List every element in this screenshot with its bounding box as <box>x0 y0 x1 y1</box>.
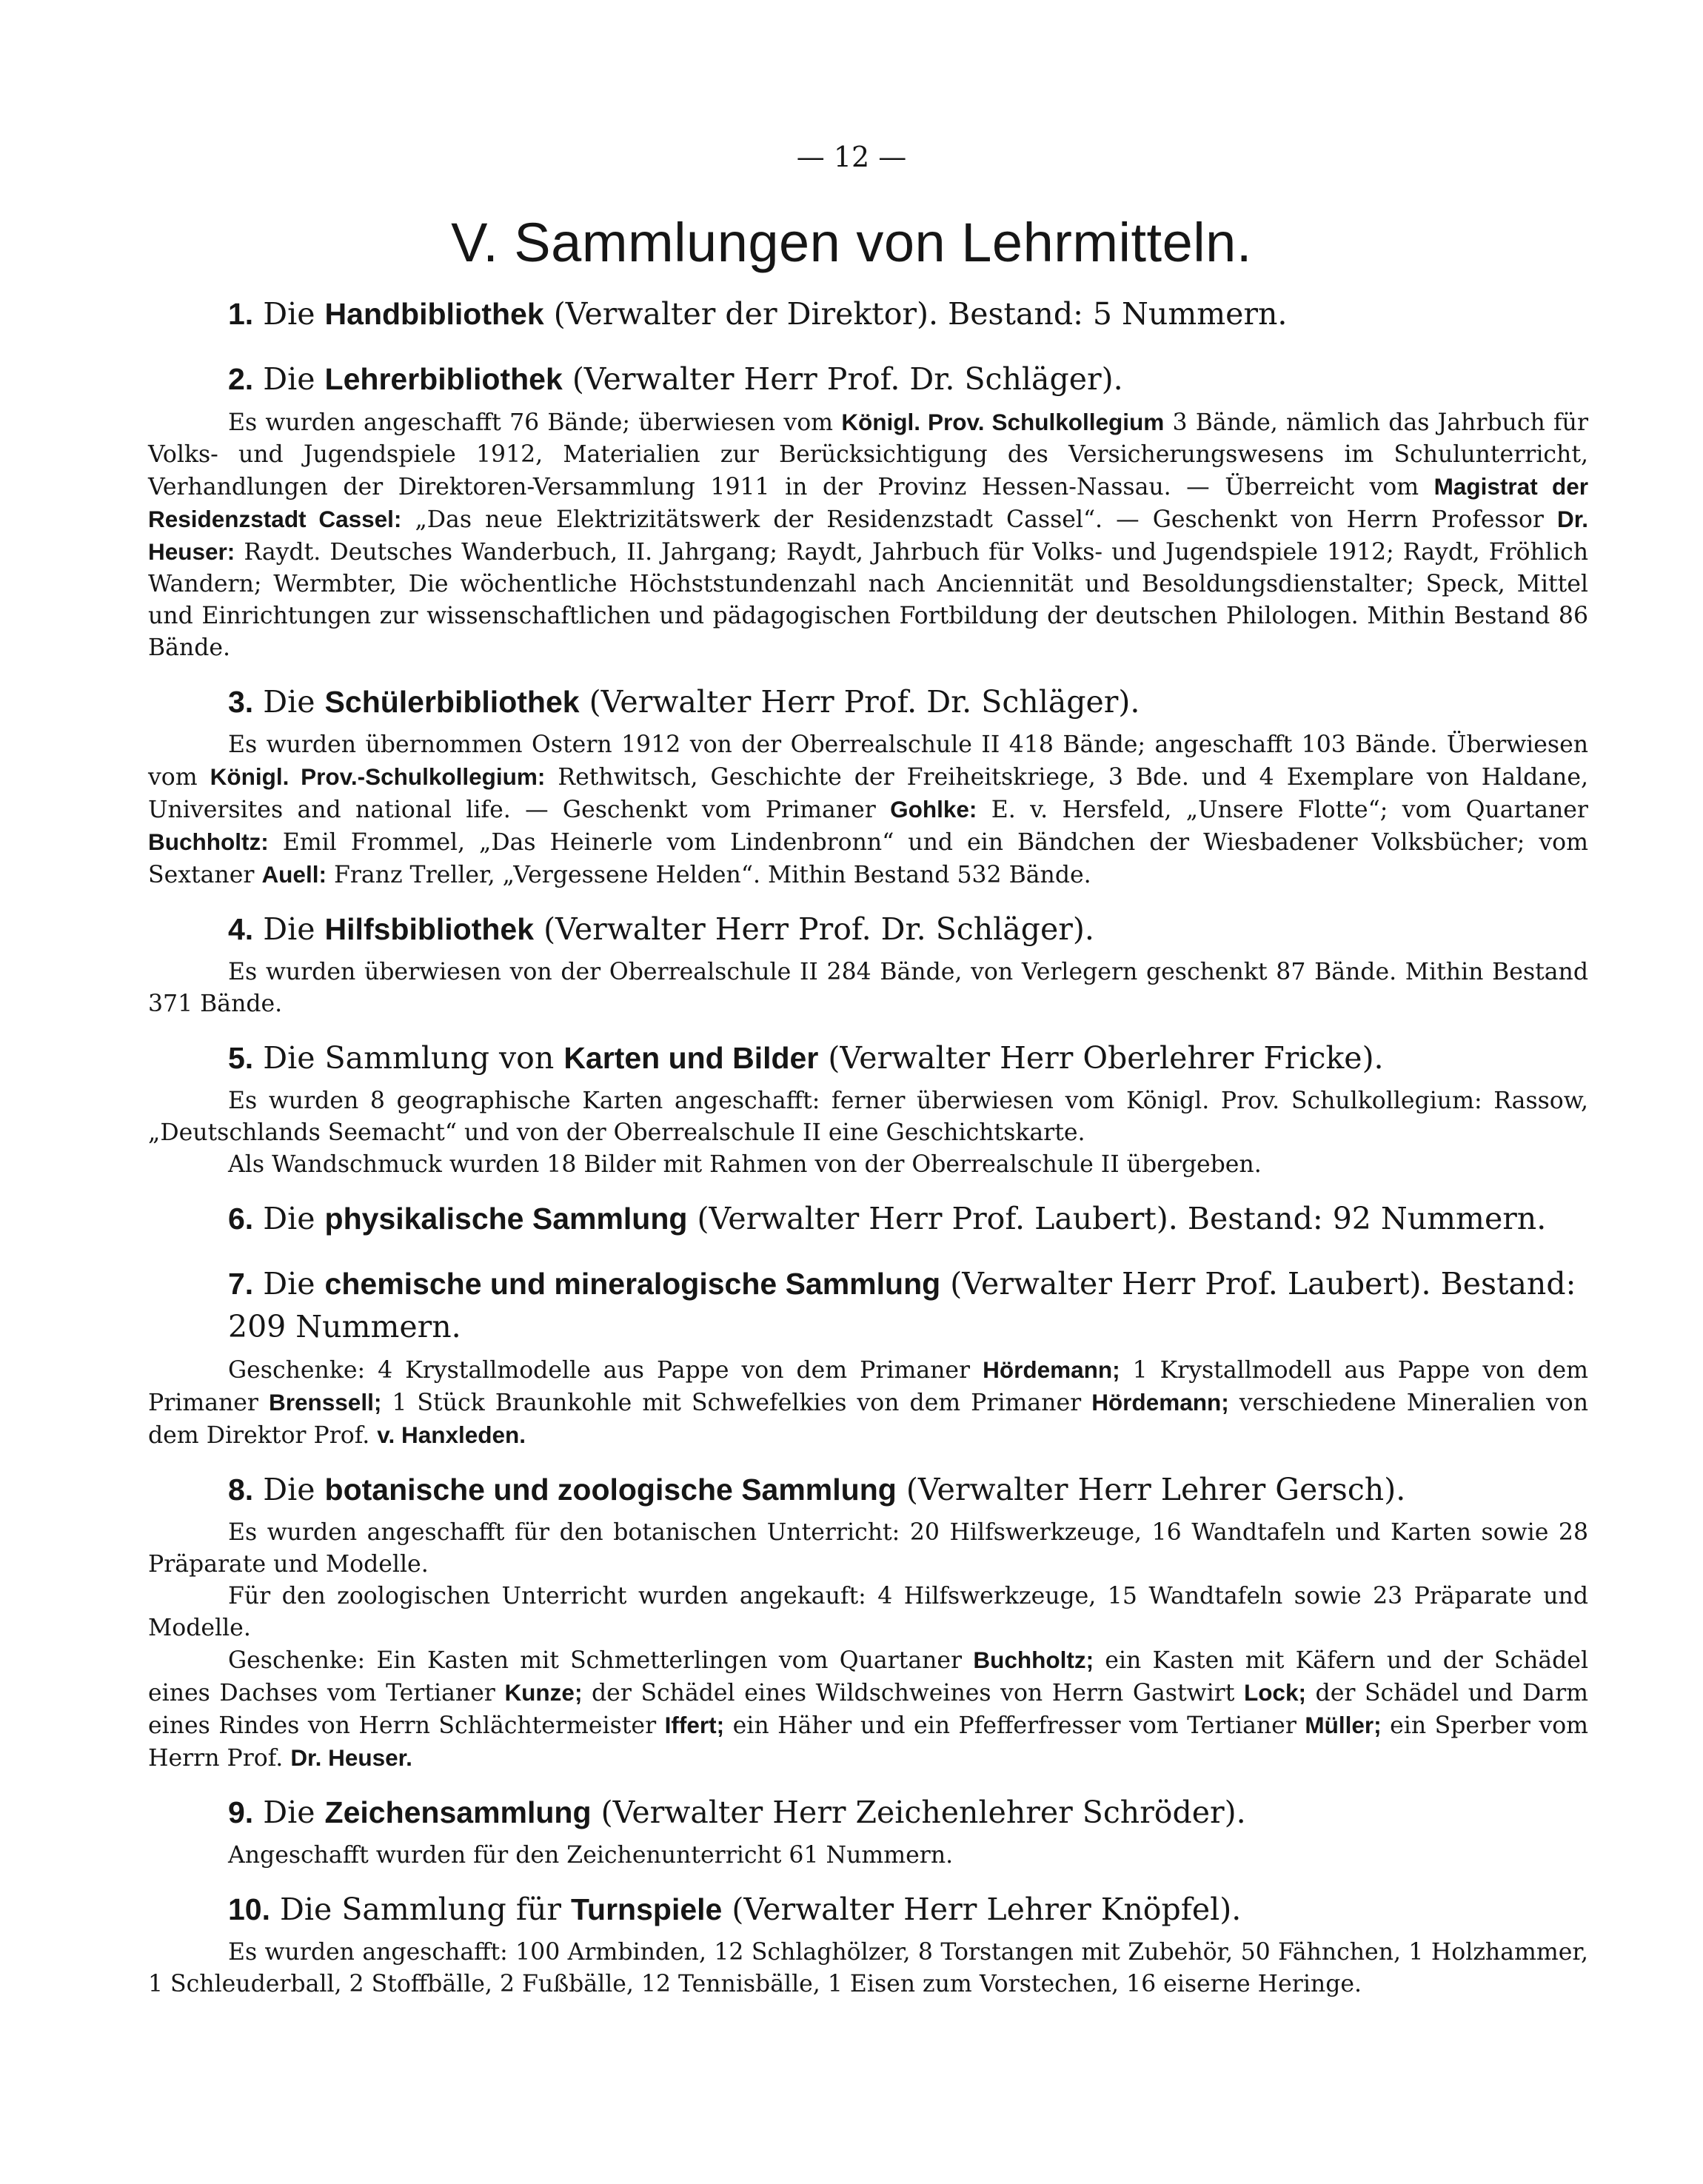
section-number: 2. <box>228 362 254 396</box>
section-heading-pre: Die <box>263 1266 315 1302</box>
paragraph-text: Geschenke: 4 Krystallmodelle aus Pappe von dem Primaner <box>228 1357 971 1384</box>
emphasized-name: Auell: <box>261 861 327 888</box>
section-heading <box>228 1791 1588 1834</box>
emphasized-name: Buchholtz: <box>148 828 269 855</box>
section-heading-pre: Die <box>263 684 315 720</box>
emphasized-name: Lock; <box>1243 1679 1306 1706</box>
section-key-term: Karten und Bilder <box>563 1041 819 1075</box>
section-heading-pre: Die <box>263 361 315 397</box>
emphasized-name: Königl. Prov. Schulkollegium <box>841 409 1165 435</box>
section-key-term: Turnspiele <box>571 1892 723 1926</box>
paragraph-text: 1 Krystallmodell aus Pappe von dem Primaner <box>148 1357 1588 1416</box>
emphasized-name: Brenssell; <box>269 1389 382 1416</box>
section-paragraph <box>148 1644 1588 1775</box>
paragraph-text: Es wurden angeschafft: 100 Armbinden, 12 Schlaghölzer, 8 Torstangen mit Zubehör, 50 Fähnchen, 1 Holzhammer, 1 Schleuderball, 2 Stoffbälle, 2 Fußbälle, 12 Tennisbälle, 1 Eisen zum Vorstechen, 16 eiserne Heringe. <box>148 1939 1588 1997</box>
section-number: 3. <box>228 685 254 719</box>
section-heading-post: (Verwalter Herr Oberlehrer Fricke). <box>828 1040 1384 1076</box>
paragraph-text: 3 Bände, nämlich das Jahrbuch für Volks- und Jugendspiele 1912, Materialien zur Berücksichtigung des Versicherungswesens im Schulunterricht, Verhandlungen der Direktoren-Versammlung 1911 in der Provinz Hessen-Nassau. — Überreicht vom <box>148 409 1589 500</box>
section-number: 4. <box>228 912 254 946</box>
section-heading <box>228 358 1588 401</box>
section-number: 6. <box>228 1202 254 1236</box>
paragraph-text: ein Häher und ein Pfefferfresser vom Tertianer <box>732 1712 1297 1739</box>
section-heading-post: (Verwalter Herr Prof. Dr. Schläger). <box>543 911 1094 947</box>
section-heading <box>228 1888 1588 1931</box>
paragraph-text: Als Wandschmuck wurden 18 Bilder mit Rahmen von der Oberrealschule II übergeben. <box>228 1151 1262 1178</box>
section-number: 8. <box>228 1473 254 1507</box>
emphasized-name: Iffert; <box>664 1712 725 1738</box>
section-number: 10. <box>228 1892 270 1926</box>
section-9 <box>148 1791 1588 1872</box>
emphasized-name: Gohlke: <box>890 796 977 823</box>
paragraph-text: Es wurden angeschafft 76 Bände; überwiesen vom <box>228 409 834 436</box>
paragraph-text: Es wurden übernommen Ostern 1912 von der Oberrealschule II 418 Bände; angeschafft 103 Bände. Überwiesen vom <box>148 731 1588 791</box>
section-heading <box>228 680 1588 723</box>
emphasized-name: Dr. Heuser: <box>148 506 1588 565</box>
section-heading <box>228 1468 1588 1511</box>
section-heading <box>228 1262 1588 1348</box>
paragraph-text: E. v. Hersfeld, „Unsere Flotte“; vom Quartaner <box>991 797 1588 823</box>
section-paragraph <box>148 1840 1588 1872</box>
paragraph-text: Es wurden überwiesen von der Oberrealschule II 284 Bände, von Verlegern geschenkt 87 Bände. Mithin Bestand 371 Bände. <box>148 959 1588 1017</box>
section-heading-post: (Verwalter Herr Prof. Dr. Schläger). <box>572 361 1123 397</box>
section-heading-pre: Die <box>263 1472 315 1507</box>
page-title: V. Sammlungen von Lehrmitteln. <box>451 212 1252 273</box>
paragraph-text: Rethwitsch, Geschichte der Freiheitskriege, 3 Bde. und 4 Exemplare von Haldane, Universites and national life. — Geschenkt vom Primaner <box>148 764 1588 823</box>
section-paragraph <box>148 1149 1588 1181</box>
section-heading-pre: Die <box>263 911 315 947</box>
section-key-term: physikalische Sammlung <box>324 1202 688 1236</box>
section-heading-pre: Die Sammlung von <box>263 1040 555 1076</box>
section-6 <box>148 1197 1588 1240</box>
emphasized-name: Buchholtz; <box>973 1647 1094 1673</box>
section-heading <box>228 1036 1588 1079</box>
emphasized-name: Königl. Prov.-Schulkollegium: <box>210 763 546 790</box>
section-heading <box>228 292 1588 335</box>
section-2 <box>148 358 1588 664</box>
section-heading-post: (Verwalter Herr Lehrer Gersch). <box>906 1472 1406 1507</box>
paragraph-text: Angeschafft wurden für den Zeichenunterricht 61 Nummern. <box>228 1842 954 1869</box>
section-10 <box>148 1888 1588 2000</box>
paragraph-text: Franz Treller, „Vergessene Helden“. Mithin Bestand 532 Bände. <box>333 862 1091 888</box>
emphasized-name: Müller; <box>1305 1712 1382 1738</box>
page-number: — 12 — <box>796 141 907 173</box>
section-paragraph <box>148 729 1588 891</box>
section-key-term: Handbibliothek <box>324 297 544 331</box>
emphasized-name: v. Hanxleden. <box>377 1421 526 1448</box>
section-paragraph <box>148 1581 1588 1644</box>
paragraph-text: 1 Stück Braunkohle mit Schwefelkies von dem Primaner <box>392 1390 1082 1416</box>
section-number: 5. <box>228 1041 254 1075</box>
section-heading-pre: Die <box>263 1201 315 1236</box>
paragraph-text: der Schädel und Darm eines Rindes von Herrn Schlächtermeister <box>148 1680 1588 1739</box>
section-8 <box>148 1468 1588 1775</box>
paragraph-text: Emil Frommel, „Das Heinerle vom Lindenbronn“ und ein Bändchen der Wiesbadener Volksbücher; vom Sextaner <box>148 829 1588 888</box>
section-paragraph <box>148 1085 1588 1149</box>
section-number: 9. <box>228 1795 254 1829</box>
section-heading <box>228 908 1588 951</box>
paragraph-text: der Schädel eines Wildschweines von Herrn Gastwirt <box>592 1680 1235 1706</box>
section-key-term: Hilfsbibliothek <box>324 912 535 946</box>
paragraph-text: verschiedene Mineralien von dem Direktor Prof. <box>148 1390 1589 1449</box>
section-4 <box>148 908 1588 1020</box>
paragraph-text: Raydt. Deutsches Wanderbuch, II. Jahrgang; Raydt, Jahrbuch für Volks- und Jugendspiele 1912; Raydt, Fröhlich Wandern; Wermbter, Die wöchentliche Höchststundenzahl nach Anciennität und Besoldungsdienstalter; Speck, Mittel und Einrichtungen zur wissenschaftlichen und pädagogischen Fortbildung der deutschen Philologen. Mithin Bestand 86 Bände. <box>148 539 1589 661</box>
section-heading-post: (Verwalter der Direktor). Bestand: 5 Nummern. <box>553 296 1288 332</box>
paragraph-text: Für den zoologischen Unterricht wurden angekauft: 4 Hilfswerkzeuge, 15 Wandtafeln sowie 23 Präparate und Modelle. <box>148 1583 1588 1641</box>
emphasized-name: Hördemann; <box>983 1356 1120 1383</box>
emphasized-name: Kunze; <box>504 1679 583 1706</box>
section-heading-pre: Die Sammlung für <box>280 1892 561 1927</box>
paragraph-text: ein Kasten mit Käfern und der Schädel eines Dachses vom Tertianer <box>148 1647 1589 1706</box>
section-heading-post: (Verwalter Herr Lehrer Knöpfel). <box>732 1892 1242 1927</box>
section-heading-post: (Verwalter Herr Prof. Laubert). Bestand: 209 Nummern. <box>228 1266 1576 1344</box>
section-paragraph <box>148 957 1588 1020</box>
paragraph-text: ein Sperber vom Herrn Prof. <box>148 1712 1589 1772</box>
section-key-term: botanische und zoologische Sammlung <box>324 1473 897 1507</box>
paragraph-text: „Das neue Elektrizitätswerk der Residenzstadt Cassel“. — Geschenkt von Herrn Professor <box>415 506 1544 533</box>
section-paragraph <box>148 1937 1588 2000</box>
section-heading-post: (Verwalter Herr Prof. Laubert). Bestand: 92 Nummern. <box>697 1201 1547 1236</box>
section-heading-post: (Verwalter Herr Prof. Dr. Schläger). <box>589 684 1140 720</box>
section-heading-pre: Die <box>263 1795 315 1830</box>
section-paragraph <box>148 1517 1588 1581</box>
section-3 <box>148 680 1588 891</box>
section-5 <box>148 1036 1588 1181</box>
paragraph-text: Geschenke: Ein Kasten mit Schmetterlingen vom Quartaner <box>228 1647 963 1674</box>
emphasized-name: Dr. Heuser. <box>290 1744 412 1771</box>
section-heading-pre: Die <box>263 296 315 332</box>
section-paragraph <box>148 1354 1588 1452</box>
emphasized-name: Magistrat der Residenzstadt Cassel: <box>148 473 1588 532</box>
section-heading-post: (Verwalter Herr Zeichenlehrer Schröder). <box>600 1795 1246 1830</box>
section-1 <box>148 292 1588 335</box>
section-key-term: Zeichensammlung <box>324 1795 592 1829</box>
paragraph-text: Es wurden angeschafft für den botanischen Unterricht: 20 Hilfswerkzeuge, 16 Wandtafeln und Karten sowie 28 Präparate und Modelle. <box>148 1519 1588 1578</box>
section-number: 7. <box>228 1267 254 1301</box>
document-body <box>148 292 1588 2017</box>
section-7 <box>148 1262 1588 1452</box>
section-key-term: Schülerbibliothek <box>324 685 580 719</box>
section-number: 1. <box>228 297 254 331</box>
section-heading <box>228 1197 1588 1240</box>
paragraph-text: Es wurden 8 geographische Karten angeschafft: ferner überwiesen vom Königl. Prov. Schulkollegium: Rassow, „Deutschlands Seemacht“ und von der Oberrealschule II eine Geschichtskarte. <box>148 1088 1588 1146</box>
section-key-term: chemische und mineralogische Sammlung <box>324 1267 941 1301</box>
emphasized-name: Hördemann; <box>1091 1389 1229 1416</box>
section-paragraph <box>148 406 1588 664</box>
section-key-term: Lehrerbibliothek <box>324 362 563 396</box>
